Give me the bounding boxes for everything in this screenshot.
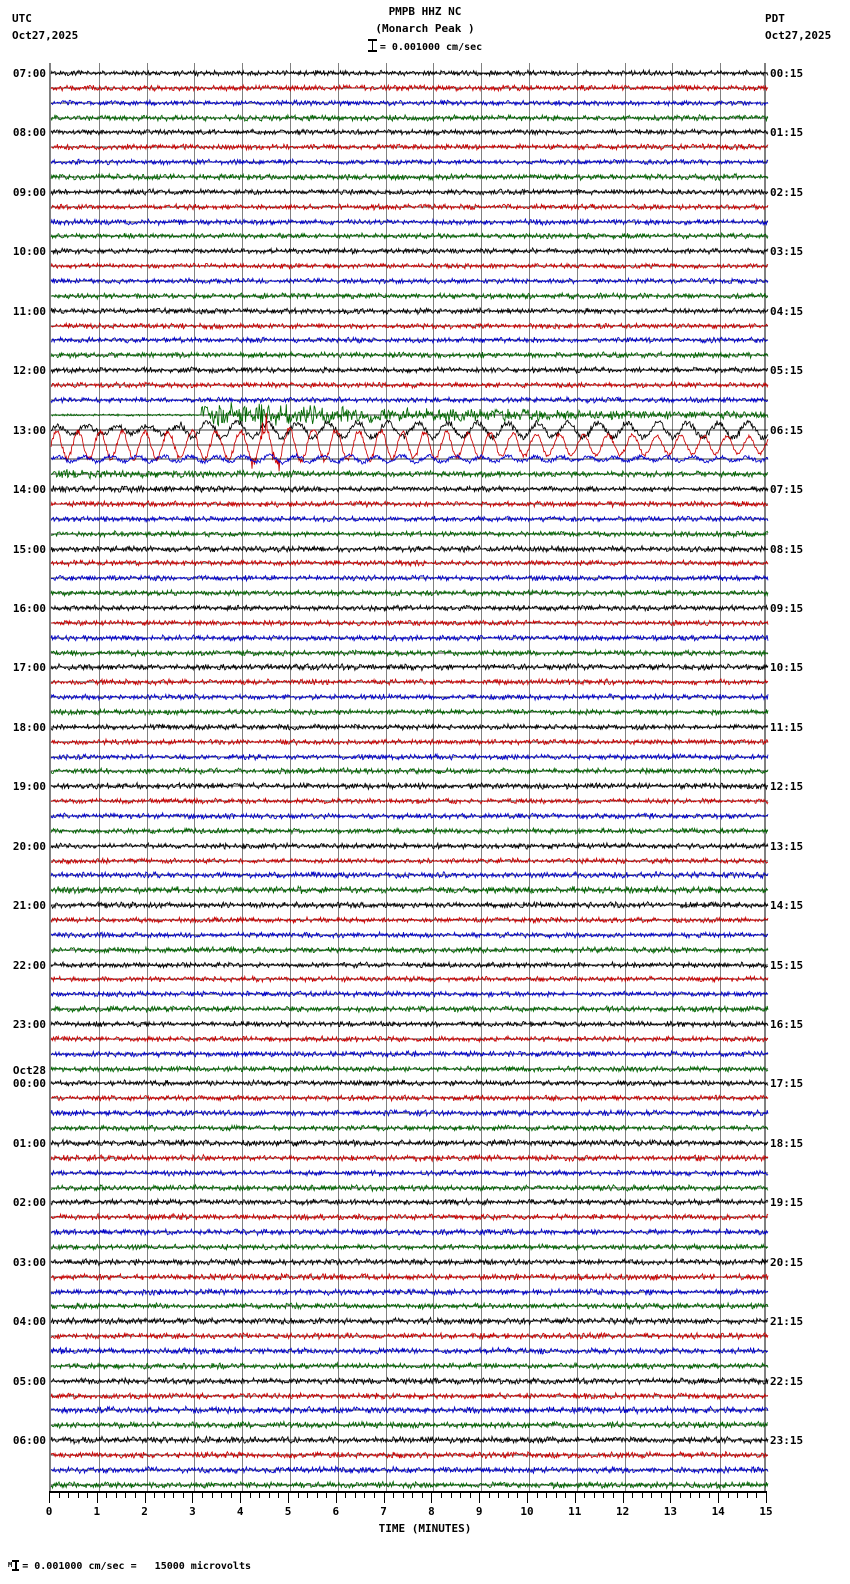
axis-minor-tick (106, 1491, 107, 1498)
axis-minor-tick (584, 1491, 585, 1498)
utc-date-label: Oct27,2025 (12, 29, 79, 42)
axis-minor-tick (556, 1491, 557, 1498)
axis-minor-tick (756, 1491, 757, 1498)
day-change-label: Oct28 (12, 1064, 46, 1078)
pdt-hour-label: 01:15 (770, 126, 804, 140)
pdt-hour-label: 22:15 (770, 1374, 804, 1388)
axis-minor-tick (355, 1491, 356, 1498)
axis-tick-label: 2 (141, 1505, 148, 1518)
pdt-hour-label: 23:15 (770, 1434, 804, 1448)
axis-major-tick (97, 1491, 98, 1503)
pdt-hour-label: 10:15 (770, 661, 804, 675)
axis-tick-label: 0 (45, 1505, 53, 1518)
x-axis-ticks (49, 1491, 766, 1503)
pdt-hour-label: 14:15 (770, 899, 804, 913)
utc-hour-label: 12:00 (12, 364, 46, 378)
axis-minor-tick (78, 1491, 79, 1498)
pdt-hour-label: 00:15 (770, 67, 804, 80)
axis-minor-tick (537, 1491, 538, 1498)
pdt-date-label: Oct27,2025 (765, 29, 832, 42)
axis-minor-tick (326, 1491, 327, 1498)
axis-minor-tick (470, 1491, 471, 1498)
axis-minor-tick (632, 1491, 633, 1498)
axis-major-tick (240, 1491, 241, 1503)
utc-hour-label: 06:00 (12, 1434, 46, 1448)
axis-minor-tick (517, 1491, 518, 1498)
axis-minor-tick (728, 1491, 729, 1498)
utc-hour-label: 14:00 (12, 483, 46, 497)
axis-tick-label: 12 (615, 1505, 630, 1518)
axis-minor-tick (298, 1491, 299, 1498)
axis-minor-tick (364, 1491, 365, 1498)
axis-minor-tick (508, 1491, 509, 1498)
axis-tick-label: 13 (663, 1505, 678, 1518)
axis-major-tick (288, 1491, 289, 1503)
pdt-hour-label: 21:15 (770, 1315, 804, 1329)
scale-bar-icon (368, 39, 377, 52)
axis-minor-tick (565, 1491, 566, 1498)
utc-hour-label: 13:00 (12, 423, 46, 437)
pdt-hour-label: 09:15 (770, 601, 804, 615)
axis-minor-tick (307, 1491, 308, 1498)
axis-minor-tick (747, 1491, 748, 1498)
utc-hour-label: 05:00 (12, 1374, 46, 1388)
helicorder-plot[interactable] (49, 63, 766, 1491)
axis-minor-tick (403, 1491, 404, 1498)
footer-scale-bar-icon (12, 1560, 19, 1571)
axis-minor-tick (183, 1491, 184, 1498)
axis-minor-tick (278, 1491, 279, 1498)
axis-major-tick (192, 1491, 193, 1503)
header-scale-text: = 0.001000 cm/sec (379, 42, 483, 53)
axis-minor-tick (546, 1491, 547, 1498)
axis-minor-tick (135, 1491, 136, 1498)
axis-minor-tick (709, 1491, 710, 1498)
utc-hour-label: 19:00 (12, 780, 46, 794)
axis-minor-tick (460, 1491, 461, 1498)
pdt-hour-label: 04:15 (770, 304, 804, 318)
axis-minor-tick (374, 1491, 375, 1498)
axis-minor-tick (451, 1491, 452, 1498)
pdt-hour-label: 12:15 (770, 780, 804, 794)
axis-major-tick (145, 1491, 146, 1503)
axis-minor-tick (661, 1491, 662, 1498)
axis-major-tick (575, 1491, 576, 1503)
header-scale-bar (0, 39, 850, 53)
axis-minor-tick (603, 1491, 604, 1498)
axis-minor-tick (393, 1491, 394, 1498)
axis-minor-tick (422, 1491, 423, 1498)
utc-hour-label: 01:00 (12, 1136, 46, 1150)
pdt-hour-label: 20:15 (770, 1255, 804, 1269)
axis-major-tick (384, 1491, 385, 1503)
pdt-hour-label: 19:15 (770, 1196, 804, 1210)
axis-minor-tick (59, 1491, 60, 1498)
pdt-hour-label: 05:15 (770, 364, 804, 378)
utc-hour-label: 02:00 (12, 1196, 46, 1210)
utc-hour-label: 08:00 (12, 126, 46, 140)
pdt-hour-label: 08:15 (770, 542, 804, 556)
axis-major-tick (336, 1491, 337, 1503)
utc-hour-label: 03:00 (12, 1255, 46, 1269)
axis-tick-label: 7 (380, 1505, 387, 1518)
axis-minor-tick (202, 1491, 203, 1498)
axis-tick-label: 15 (759, 1505, 773, 1518)
utc-hour-label: 18:00 (12, 720, 46, 734)
axis-tick-label: 14 (711, 1505, 725, 1518)
utc-hour-label: 10:00 (12, 245, 46, 259)
footer-scale-note (8, 1560, 251, 1572)
axis-minor-tick (613, 1491, 614, 1498)
axis-minor-tick (231, 1491, 232, 1498)
pdt-hour-label: 07:15 (770, 483, 804, 497)
utc-hour-label: 16:00 (12, 601, 46, 615)
axis-major-tick (49, 1491, 50, 1503)
axis-minor-tick (250, 1491, 251, 1498)
axis-major-tick (766, 1491, 767, 1503)
pdt-hour-label: 06:15 (770, 423, 804, 437)
axis-tick-label: 1 (93, 1505, 101, 1518)
axis-minor-tick (345, 1491, 346, 1498)
axis-minor-tick (87, 1491, 88, 1498)
axis-major-tick (623, 1491, 624, 1503)
axis-minor-tick (489, 1491, 490, 1498)
utc-hour-label: 11:00 (12, 304, 46, 318)
axis-tick-label: 9 (475, 1505, 483, 1518)
axis-major-tick (718, 1491, 719, 1503)
pdt-hour-label: 11:15 (770, 720, 804, 734)
utc-hour-label: 17:00 (12, 661, 46, 675)
axis-minor-tick (317, 1491, 318, 1498)
utc-hour-label: 04:00 (12, 1315, 46, 1329)
pdt-hour-label: 03:15 (770, 245, 804, 259)
utc-hour-label: 20:00 (12, 839, 46, 853)
utc-hour-label: 23:00 (12, 1018, 46, 1032)
axis-minor-tick (642, 1491, 643, 1498)
pdt-hour-label: 02:15 (770, 185, 804, 199)
utc-hour-label: 15:00 (12, 542, 46, 556)
axis-minor-tick (498, 1491, 499, 1498)
pdt-hour-label: 18:15 (770, 1136, 804, 1150)
pdt-hour-label: 16:15 (770, 1018, 804, 1032)
axis-tick-label: 8 (428, 1505, 435, 1518)
pdt-timezone-label: PDT (765, 12, 785, 25)
axis-minor-tick (259, 1491, 260, 1498)
axis-minor-tick (690, 1491, 691, 1498)
pdt-hour-label: 17:15 (770, 1077, 804, 1091)
station-code-label: PMPB HHZ NC (388, 5, 462, 18)
axis-minor-tick (594, 1491, 595, 1498)
axis-minor-tick (269, 1491, 270, 1498)
axis-minor-tick (412, 1491, 413, 1498)
axis-tick-label: 10 (520, 1505, 534, 1518)
axis-minor-tick (221, 1491, 222, 1498)
utc-hour-label: 21:00 (12, 899, 46, 913)
axis-minor-tick (441, 1491, 442, 1498)
x-axis-title: TIME (MINUTES) (378, 1522, 472, 1535)
axis-minor-tick (68, 1491, 69, 1498)
utc-timezone-label: UTC (12, 12, 32, 25)
axis-tick-label: 6 (332, 1505, 340, 1518)
axis-minor-tick (212, 1491, 213, 1498)
axis-minor-tick (737, 1491, 738, 1498)
axis-major-tick (527, 1491, 528, 1503)
footer-scale-text: = 0.001000 cm/sec = 15000 microvolts (22, 1561, 251, 1572)
axis-tick-label: 5 (284, 1505, 292, 1518)
utc-hour-label: 22:00 (12, 958, 46, 972)
axis-minor-tick (680, 1491, 681, 1498)
axis-tick-label: 11 (568, 1505, 582, 1518)
axis-tick-label: 4 (236, 1505, 244, 1518)
axis-minor-tick (125, 1491, 126, 1498)
axis-minor-tick (154, 1491, 155, 1498)
axis-tick-label: 3 (189, 1505, 196, 1518)
axis-minor-tick (164, 1491, 165, 1498)
axis-minor-tick (116, 1491, 117, 1498)
pdt-hour-label: 15:15 (770, 958, 804, 972)
footer-prefix-glyph: M (8, 1561, 13, 1569)
axis-minor-tick (699, 1491, 700, 1498)
utc-hour-label: 00:00 (12, 1077, 46, 1091)
axis-major-tick (479, 1491, 480, 1503)
pdt-hour-label: 13:15 (770, 839, 804, 853)
utc-hour-label: 09:00 (12, 185, 46, 199)
utc-hour-label: 07:00 (12, 67, 46, 80)
station-name-label: (Monarch Peak ) (375, 22, 475, 35)
axis-minor-tick (651, 1491, 652, 1498)
axis-major-tick (431, 1491, 432, 1503)
axis-major-tick (670, 1491, 671, 1503)
axis-minor-tick (173, 1491, 174, 1498)
